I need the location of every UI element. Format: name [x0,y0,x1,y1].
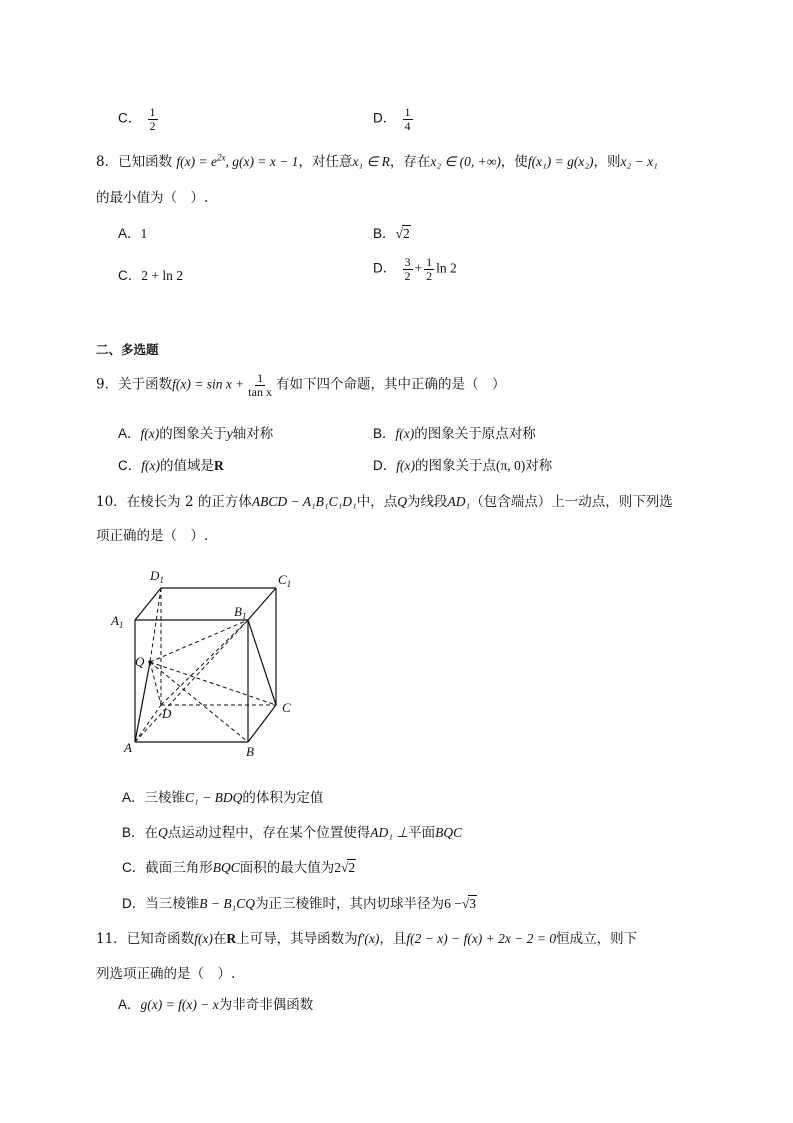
q8-option-c[interactable]: C．2 + ln 2 [118,268,183,283]
section-title: 二、多选题 [96,342,159,357]
q8-stem-line2: 的最小值为（ ）. [96,190,209,206]
fraction: $\frac{1}{2}$ [426,255,433,283]
edge-b1c [248,620,276,705]
option-label: C． [118,110,142,126]
label-d1: $D_1$ [150,568,164,585]
label-a: A [124,740,132,755]
hidden-seg-ab1 [135,620,248,742]
q9-option-a[interactable]: A．f(x)的图象关于y轴对称 [118,426,274,442]
fraction: $\frac{1}{\text{tan x}}$ [248,371,272,399]
cube-figure [108,562,308,762]
label-b1: $B_1$ [234,604,247,621]
fraction: $\frac{3}{2}$ [404,255,411,283]
label-c: C [282,700,291,715]
q8-option-a[interactable]: A．1 [118,226,148,241]
q10-option-c[interactable]: C．截面三角形BQC面积的最大值为2√2 [122,860,356,876]
q8-option-b[interactable]: B．√2 [373,226,410,241]
q7-option-c[interactable] [118,106,160,132]
q11-option-a[interactable]: A．g(x) = f(x) − x为非奇非偶函数 [118,997,314,1013]
fraction: $\frac{1}{4}$ [404,105,411,133]
formula: $f(x) = e^{2x}$, g(x) = x − 1 [176,152,299,169]
q10-stem-line1: 10．在棱长为 2 的正方体ABCD − A₁B₁C₁D₁中，点Q为线段AD₁（包含端点）上一动点，则下列选 [96,494,673,510]
label-b: B [246,744,254,759]
hidden-seg-qb1 [150,620,248,662]
edge-bc [248,705,276,742]
hidden-seg-qd [150,662,161,705]
q9-stem: 9．关于函数f(x) = sin x + $\frac{1}{\text{tan x}}$ 有如下四个命题，其中正确的是（ ） [96,371,506,399]
label-d: D [162,706,172,721]
option-label: D． [373,110,397,126]
q10-option-a[interactable]: A．三棱锥C₁ − BDQ的体积为定值 [122,790,324,806]
label-a1: $A_1$ [111,613,124,630]
seg-aq [135,662,150,742]
sqrt-sign: √ [461,896,470,911]
q11-stem-line1: 11．已知奇函数f(x)在R上可导，其导函数为f′(x)，且f(2 − x) − f(x) + 2x − 2 = 0恒成立，则下 [96,931,638,947]
q7-option-d[interactable] [373,106,415,132]
q9-option-c[interactable]: C．f(x)的值域是R [118,458,224,474]
label-c1: $C_1$ [278,572,292,589]
q11-stem-line2: 列选项正确的是（ ）. [96,966,236,982]
edge-a1d1 [135,588,161,620]
sqrt-sign: √ [395,226,403,241]
q8-stem-line1: 8．已知函数 $f(x) = e^{2x}$, g(x) = x − 1，对任意x₁ ∈ R，存在x₂ ∈ (0, +∞)，使f(x₁) = g(x₂)，则x₂ − x₁ [96,152,658,170]
q10-stem-line2: 项正确的是（ ）. [96,528,209,544]
point-q [148,660,152,664]
hidden-seg-db1 [161,620,248,705]
q10-option-d[interactable]: D．当三棱锥B − B₁CQ为正三棱锥时，其内切球半径为6 −√3 [122,896,476,912]
q9-option-b[interactable]: B．f(x)的图象关于原点对称 [373,426,536,442]
q9-option-d[interactable]: D．f(x)的图象关于点(π, 0)对称 [373,458,553,474]
hidden-seg-qc [150,662,276,705]
q8-option-d[interactable]: D． $\frac{3}{2}$ + $\frac{1}{2}$ ln 2 [373,255,457,283]
edge-b1c1 [248,588,276,620]
sqrt-sign: √ [341,860,349,875]
q10-option-b[interactable]: B．在Q点运动过程中，存在某个位置使得AD₁ ⊥平面BQC [122,825,463,841]
label-q: Q [135,654,145,669]
hidden-seg-qb [150,662,248,742]
fraction: $\frac{1}{2}$ [149,105,156,133]
